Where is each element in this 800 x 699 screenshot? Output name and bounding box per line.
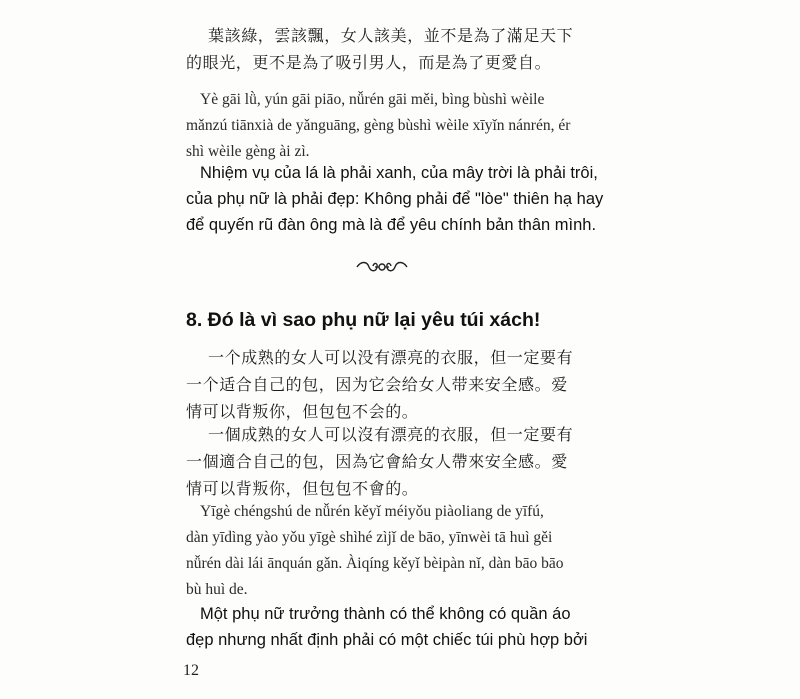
page-number: 12 xyxy=(183,662,199,679)
chinese-traditional-paragraph xyxy=(186,421,613,502)
pinyin-line: Yè gāi lǜ, yún gāi piāo, nǚrén gāi měi, bìng bùshì wèile xyxy=(200,91,545,108)
vietnamese-line: Một phụ nữ trưởng thành có thể không có quần áo xyxy=(200,605,571,623)
chinese-line: 一個成熟的女人可以沒有漂亮的衣服，但一定要有 xyxy=(208,425,574,444)
pinyin-line: Yīgè chéngshú de nǚrén kěyǐ méiyǒu piàoliang de yīfú, xyxy=(200,503,544,520)
pinyin-paragraph-2 xyxy=(186,499,605,603)
pinyin-line: dàn yīdìng yào yǒu yīgè shìhé zìjǐ de bāo, yīnwèi tā huì gěi xyxy=(186,529,553,546)
chinese-line: 的眼光，更不是為了吸引男人，而是為了更愛自。 xyxy=(186,53,552,72)
chinese-line: 一个适合自己的包，因为它会给女人带来安全感。爱 xyxy=(186,375,568,394)
pinyin-line: nǚrén dài lái ānquán gǎn. Àiqíng kěyǐ bèipàn nǐ, dàn bāo bāo xyxy=(186,555,564,572)
pinyin-line: bù huì de. xyxy=(186,581,248,598)
chinese-line: 一個適合自己的包，因為它會給女人帶來安全感。愛 xyxy=(186,452,568,471)
pinyin-paragraph-1 xyxy=(186,87,605,165)
chinese-line: 情可以背叛你，但包包不会的。 xyxy=(186,402,419,421)
pinyin-line: mǎnzú tiānxià de yǎnguāng, gèng bùshì wèile xīyǐn nánrén, ér xyxy=(186,117,571,134)
vietnamese-paragraph-1 xyxy=(186,160,605,238)
vietnamese-line: của phụ nữ là phải đẹp: Không phải để "lòe" thiên hạ hay xyxy=(186,190,604,208)
chinese-line: 情可以背叛你，但包包不會的。 xyxy=(186,479,419,498)
chinese-line: 葉該綠，雲該飄，女人該美，並不是為了滿足天下 xyxy=(208,26,574,45)
vietnamese-line: để quyến rũ đàn ông mà là để yêu chính bản thân mình. xyxy=(186,216,597,234)
section-heading: 8. Đó là vì sao phụ nữ lại yêu túi xách! xyxy=(186,309,541,331)
vietnamese-line: Nhiệm vụ của lá là phải xanh, của mây trời là phải trôi, xyxy=(200,164,598,182)
decorative-flourish-icon xyxy=(355,259,409,275)
pinyin-line: shì wèile gèng ài zì. xyxy=(186,143,310,160)
vietnamese-line: đẹp nhưng nhất định phải có một chiếc túi phù hợp bởi xyxy=(186,631,588,649)
chinese-paragraph-1 xyxy=(186,22,613,76)
vietnamese-paragraph-2 xyxy=(186,601,605,653)
chinese-line: 一个成熟的女人可以没有漂亮的衣服，但一定要有 xyxy=(208,348,574,367)
chinese-simplified-paragraph xyxy=(186,344,613,425)
